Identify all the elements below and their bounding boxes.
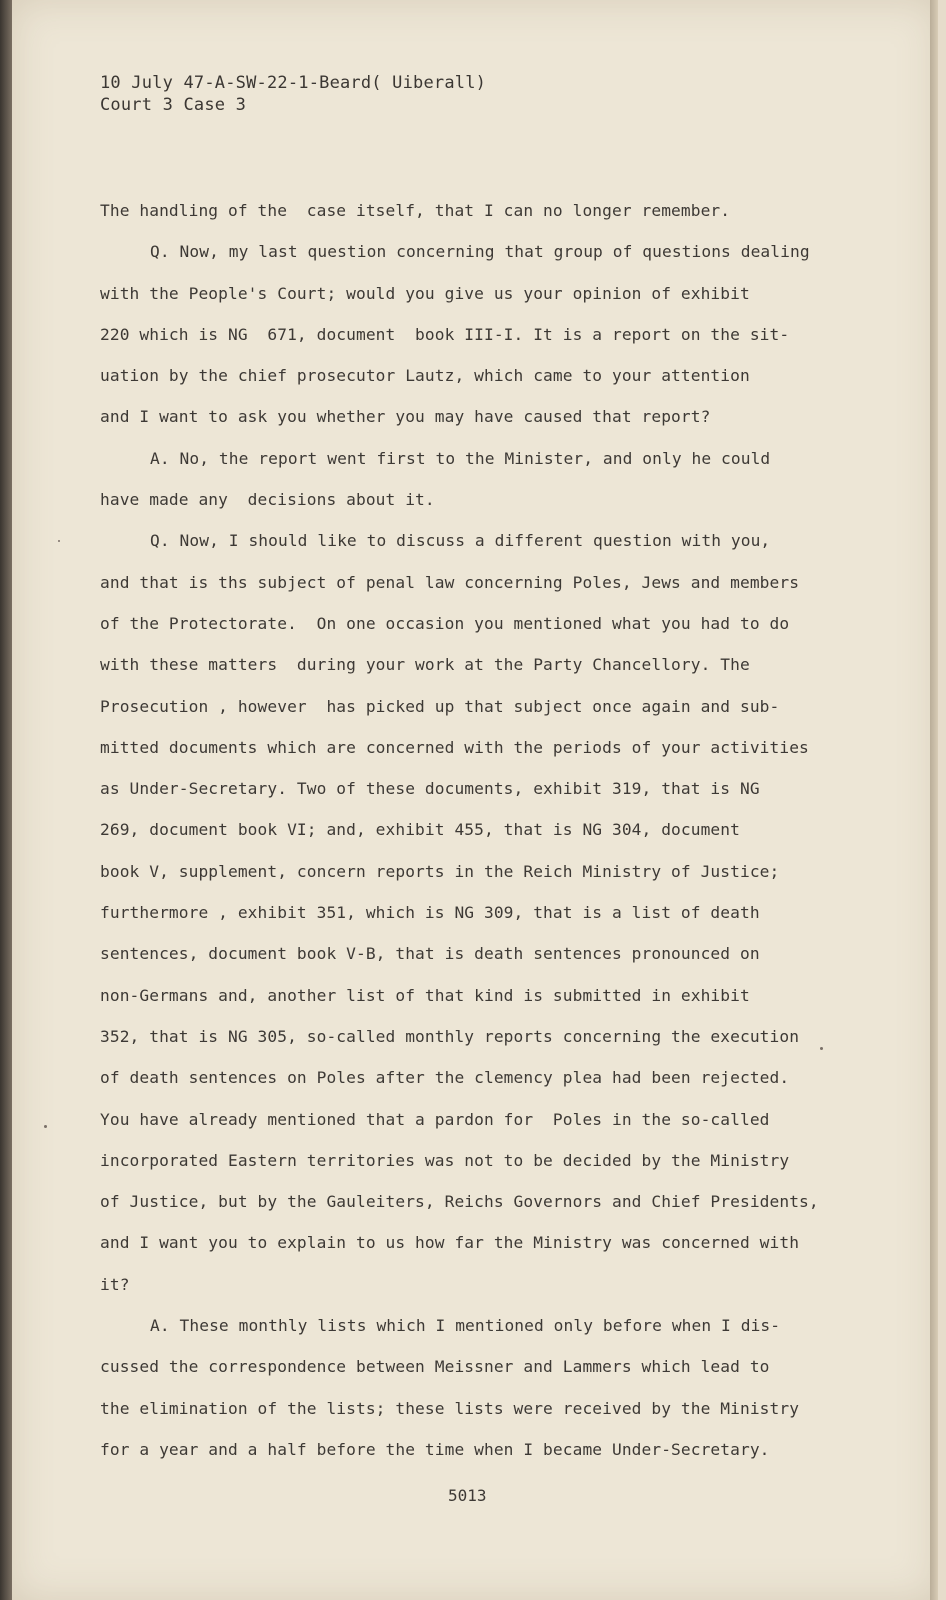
text-line: with these matters during your work at the Party Chancellory. The <box>100 655 750 675</box>
text-line: 220 which is NG 671, document book III-I. It is a report on the sit- <box>100 324 790 344</box>
text-line: mitted documents which are concerned with the periods of your activities <box>100 737 809 757</box>
text-line: it? <box>100 1274 130 1294</box>
page-number: 5013 <box>448 1486 487 1505</box>
text-line: of Justice, but by the Gauleiters, Reichs Governors and Chief Presidents, <box>100 1192 819 1212</box>
text-line: of death sentences on Poles after the clemency plea had been rejected. <box>100 1068 790 1088</box>
answer-line: A. No, the report went first to the Minister, and only he could <box>150 448 771 468</box>
text-line: non-Germans and, another list of that kind is submitted in exhibit <box>100 985 750 1005</box>
transcript-body <box>100 196 846 1476</box>
text-line: with the People's Court; would you give us your opinion of exhibit <box>100 283 750 303</box>
paper-speck <box>44 1125 47 1128</box>
header-line-2: Court 3 Case 3 <box>100 95 247 115</box>
text-line: cussed the correspondence between Meissner and Lammers which lead to <box>100 1357 770 1377</box>
text-line: incorporated Eastern territories was not to be decided by the Ministry <box>100 1150 790 1170</box>
text-line: book V, supplement, concern reports in the Reich Ministry of Justice; <box>100 861 780 881</box>
text-line: You have already mentioned that a pardon for Poles in the so-called <box>100 1109 770 1129</box>
text-line: furthermore , exhibit 351, which is NG 309, that is a list of death <box>100 903 760 923</box>
paper-speck <box>820 1047 823 1050</box>
text-line: for a year and a half before the time when I became Under-Secretary. <box>100 1439 770 1459</box>
question-line: Q. Now, I should like to discuss a different question with you, <box>150 531 771 551</box>
text-line: sentences, document book V-B, that is death sentences pronounced on <box>100 944 760 964</box>
document-page <box>12 0 938 1600</box>
text-line: and I want to ask you whether you may have caused that report? <box>100 407 711 427</box>
binding-edge <box>0 0 12 1600</box>
header-line-1: 10 July 47-A-SW-22-1-Beard( Uiberall) <box>100 73 487 93</box>
text-line: 269, document book VI; and, exhibit 455, that is NG 304, document <box>100 820 740 840</box>
text-line: and I want you to explain to us how far the Ministry was concerned with <box>100 1233 800 1253</box>
text-line: uation by the chief prosecutor Lautz, which came to your attention <box>100 366 750 386</box>
text-line: and that is ths subject of penal law concerning Poles, Jews and members <box>100 572 800 592</box>
text-line: Prosecution , however has picked up that subject once again and sub- <box>100 696 780 716</box>
text-line: The handling of the case itself, that I can no longer remember. <box>100 201 731 220</box>
text-line: the elimination of the lists; these lists were received by the Ministry <box>100 1398 800 1418</box>
text-line: have made any decisions about it. <box>100 490 435 510</box>
document-header <box>100 72 486 116</box>
paper-speck <box>58 540 60 542</box>
page-right-edge <box>930 0 938 1600</box>
text-line: of the Protectorate. On one occasion you mentioned what you had to do <box>100 613 790 633</box>
text-line: 352, that is NG 305, so-called monthly reports concerning the execution <box>100 1026 800 1046</box>
answer-line: A. These monthly lists which I mentioned only before when I dis- <box>150 1316 781 1336</box>
text-line: as Under-Secretary. Two of these documents, exhibit 319, that is NG <box>100 779 760 799</box>
question-line: Q. Now, my last question concerning that group of questions dealing <box>150 242 810 262</box>
